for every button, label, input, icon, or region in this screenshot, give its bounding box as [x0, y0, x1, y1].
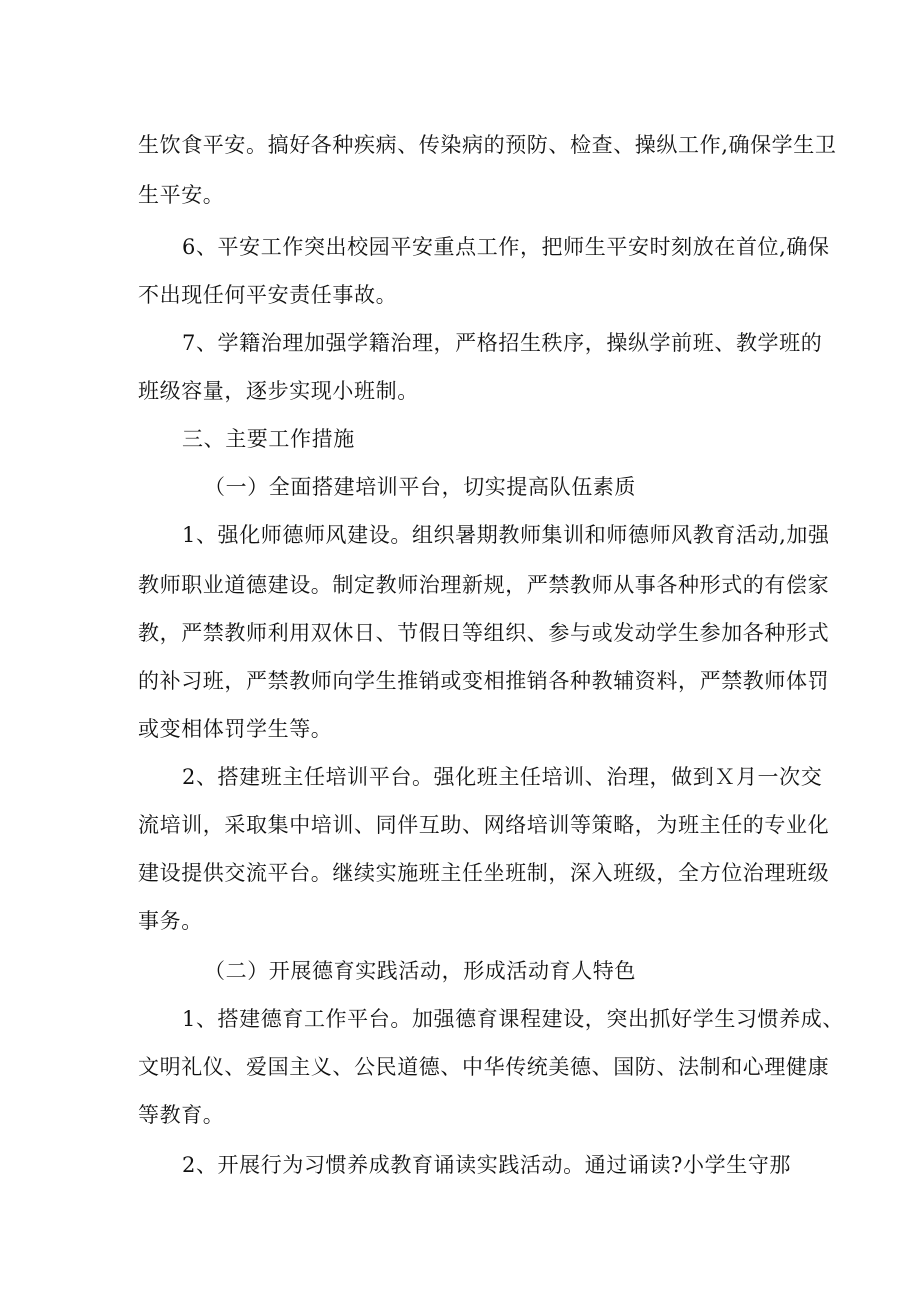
paragraph-line: 生饮食平安。搞好各种疾病、传染病的预防、检查、操纵工作,确保学生卫: [138, 133, 837, 157]
paragraph-line: 6、平安工作突出校园平安重点工作，把师生平安时刻放在首位,确保: [182, 235, 830, 259]
paragraph-line: 等教育。: [138, 1103, 225, 1127]
paragraph-line: 2、搭建班主任培训平台。强化班主任培训、治理，做到Ｘ月一次交: [182, 765, 823, 789]
subsection-heading: （一）全面搭建培训平台，切实提高队伍素质: [204, 475, 636, 499]
paragraph-line: 教，严禁教师利用双休日、节假日等组织、参与或发动学生参加各种形式: [138, 621, 830, 645]
paragraph-line: 文明礼仪、爱国主义、公民道德、中华传统美德、国防、法制和心理健康: [138, 1055, 830, 1079]
paragraph-line: 班级容量，逐步实现小班制。: [138, 379, 419, 403]
paragraph-line: 事务。: [138, 909, 203, 933]
paragraph-line: 2、开展行为习惯养成教育诵读实践活动。通过诵读?小学生守那: [182, 1153, 792, 1177]
paragraph-line: 流培训，采取集中培训、同伴互助、网络培训等策略，为班主任的专业化: [138, 813, 830, 837]
paragraph-line: 1、强化师德师风建设。组织暑期教师集训和师德师风教育活动,加强: [182, 523, 830, 547]
paragraph-line: 生平安。: [138, 183, 225, 207]
section-heading: 三、主要工作措施: [182, 427, 355, 451]
paragraph-line: 教师职业道德建设。制定教师治理新规，严禁教师从事各种形式的有偿家: [138, 573, 830, 597]
paragraph-line: 不出现任何平安责任事故。: [138, 283, 398, 307]
paragraph-line: 7、学籍治理加强学籍治理，严格招生秩序，操纵学前班、教学班的: [182, 331, 823, 355]
subsection-heading: （二）开展德育实践活动，形成活动育人特色: [204, 959, 636, 983]
paragraph-line: 或变相体罚学生等。: [138, 717, 333, 741]
paragraph-line: 建设提供交流平台。继续实施班主任坐班制，深入班级，全方位治理班级: [138, 861, 830, 885]
paragraph-line: 1、搭建德育工作平台。加强德育课程建设，突出抓好学生习惯养成、: [182, 1007, 844, 1031]
paragraph-line: 的补习班，严禁教师向学生推销或变相推销各种教辅资料，严禁教师体罚: [138, 669, 830, 693]
